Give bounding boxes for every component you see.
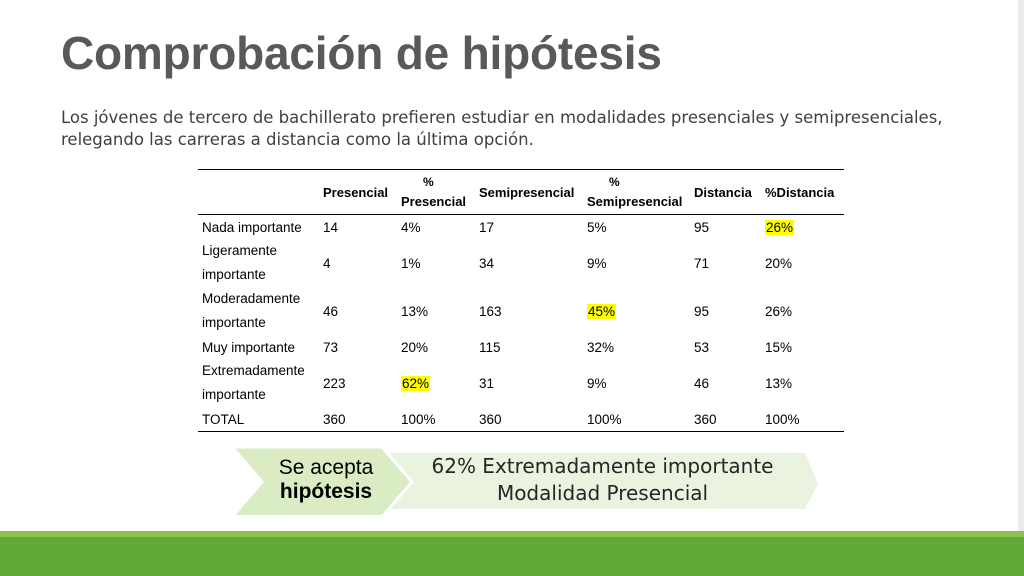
header-empty [198,170,319,215]
table-row [198,239,844,287]
accept-label: Se acepta hipótesis [278,456,374,503]
cell-semipresencial: 163 [479,303,502,319]
cell-pct-distancia: 15% [765,339,793,355]
cell-distancia: 46 [694,375,710,391]
row-label: Moderadamente importante [202,291,301,330]
cell-presencial: 223 [323,375,346,391]
row-label: Nada importante [202,219,302,235]
slide-title: Comprobación de hipótesis [61,27,662,79]
cell-semipresencial: 115 [479,339,501,355]
cell-presencial: 4 [323,255,331,271]
cell-presencial: 73 [323,339,339,355]
top-accent-line [0,0,1024,6]
cell-pct-distancia [761,215,844,240]
cell-pct-presencial: 20% [401,339,429,355]
cell-pct-presencial: 13% [401,303,429,319]
header-presencial: Presencial [323,184,389,200]
cell-pct-presencial: 1% [401,255,421,271]
table-row [198,335,844,359]
header-distancia: Distancia [694,184,752,200]
row-label: Muy importante [202,339,296,355]
table-row [198,215,844,240]
header-pct-semipresencial: % Semipresencial [587,175,683,209]
result-text [390,453,815,507]
cell-presencial: 14 [323,219,339,235]
cell-pct-semipresencial [583,287,690,335]
row-label: Ligeramente importante [202,243,278,282]
cell-distancia: 53 [694,339,710,355]
cell-pct-distancia: 100% [765,411,800,427]
highlighted-value: 45% [588,303,616,319]
table-total-row [198,407,844,432]
table-header-row [198,170,844,215]
cell-pct-semipresencial: 5% [587,219,607,235]
result-line-1: 62% Extremadamente importante [431,454,774,478]
results-table [198,169,844,432]
cell-pct-presencial [397,359,475,407]
row-label: TOTAL [202,411,245,427]
cell-pct-semipresencial: 100% [587,411,622,427]
cell-presencial: 46 [323,303,339,319]
right-border [1018,0,1024,576]
cell-pct-semipresencial: 9% [587,375,607,391]
cell-pct-distancia: 20% [765,255,793,271]
footer-bar [0,537,1024,576]
header-pct-presencial: % Presencial [401,175,467,209]
highlighted-value: 26% [766,219,794,235]
cell-distancia: 71 [694,255,710,271]
highlighted-value: 62% [402,375,430,391]
cell-presencial: 360 [323,411,346,427]
result-line-2: Modalidad Presencial [496,481,709,505]
cell-pct-presencial: 100% [401,411,436,427]
cell-pct-semipresencial: 32% [587,339,615,355]
cell-semipresencial: 360 [479,411,502,427]
cell-distancia: 95 [694,303,710,319]
table-row [198,287,844,335]
table-row [198,359,844,407]
cell-pct-presencial: 4% [401,219,421,235]
cell-pct-distancia: 13% [765,375,793,391]
row-label: Extremadamente importante [202,363,305,402]
cell-semipresencial: 34 [479,255,495,271]
cell-distancia: 360 [694,411,717,427]
cell-pct-distancia: 26% [765,303,793,319]
slide-subtitle: Los jóvenes de tercero de bachillerato prefieren estudiar en modalidades presenciales y semipresenciales, relegando las carreras a distancia como la última opción. [61,108,943,149]
cell-semipresencial: 17 [479,219,495,235]
cell-semipresencial: 31 [479,375,495,391]
header-semipresencial: Semipresencial [479,184,575,200]
header-pct-distancia: %Distancia [765,184,835,200]
cell-pct-semipresencial: 9% [587,255,607,271]
cell-distancia: 95 [694,219,710,235]
